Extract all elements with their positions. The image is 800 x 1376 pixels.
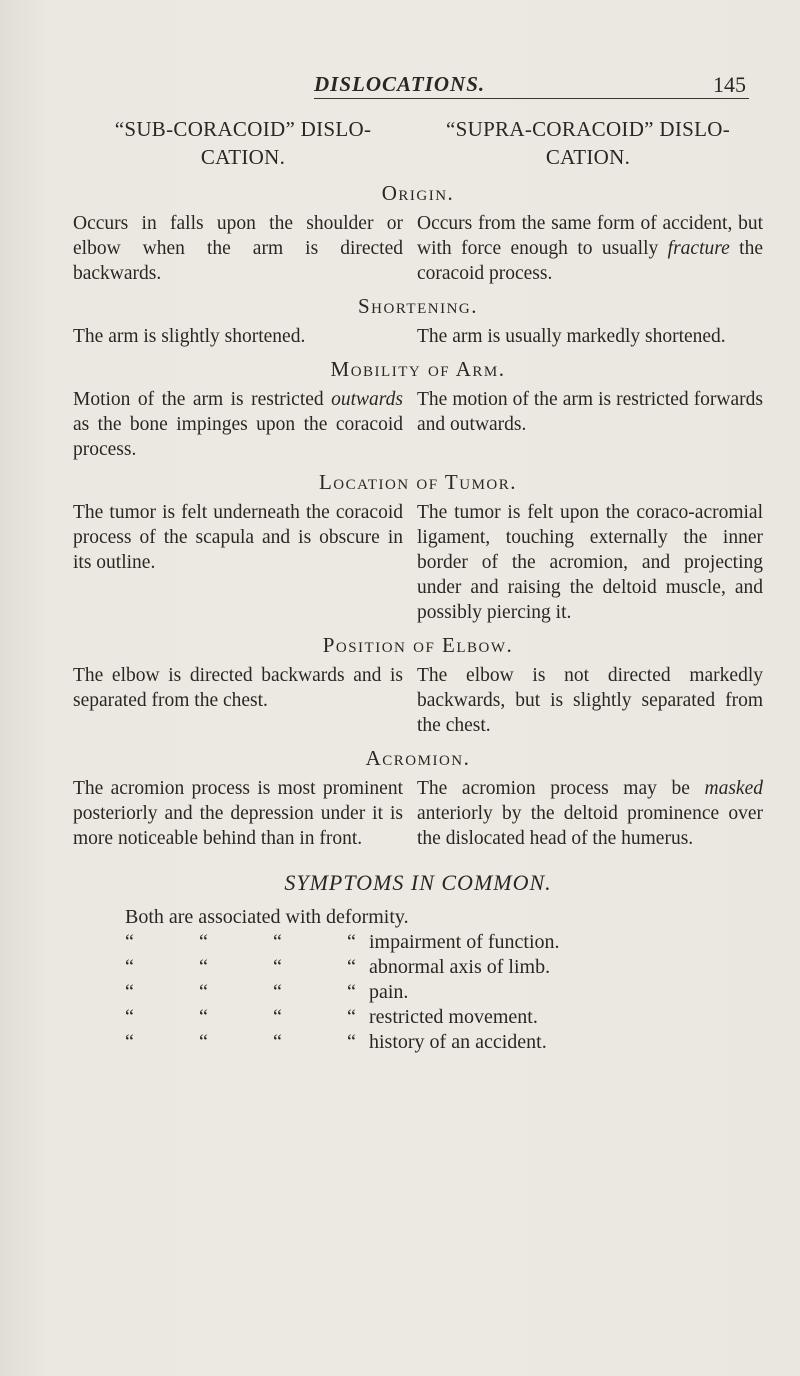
text-run: the coracoid process. — [417, 238, 763, 284]
symptoms-intro: Both are associated with deformity. — [125, 906, 409, 928]
right-text — [417, 776, 763, 851]
heading-line: CATION. — [545, 145, 631, 169]
symptom-row — [125, 955, 763, 980]
paragraph: The tumor is felt underneath the coracoid process of the scapula and is obscure in its outline. — [73, 502, 403, 573]
paragraph: Occurs in falls upon the shoulder or elbow when the arm is directed backwards. — [73, 213, 403, 284]
ditto-mark: “ — [347, 1006, 356, 1028]
left-text — [73, 211, 403, 286]
page-header — [0, 72, 800, 102]
ditto-mark: “ — [125, 1006, 134, 1028]
symptom-row — [125, 980, 763, 1005]
text-run: The acromion process may be — [417, 778, 705, 799]
section-title-acromion: Acromion. — [365, 746, 471, 770]
heading-line: CATION. — [200, 145, 286, 169]
symptom-rows — [125, 930, 763, 1055]
sub-coracoid-heading — [73, 115, 413, 171]
section-elbow — [73, 663, 763, 738]
supra-coracoid-heading — [413, 115, 763, 171]
symptom-row — [125, 1030, 763, 1055]
ditto-mark: “ — [347, 956, 356, 978]
paragraph: The motion of the arm is restricted forwards and outwards. — [417, 389, 763, 435]
comparison-table — [73, 115, 763, 1055]
symptoms-title: SYMPTOMS IN COMMON. — [284, 870, 552, 895]
ditto-mark: “ — [347, 1031, 356, 1053]
paragraph — [417, 211, 763, 286]
section-title-mobility: Mobility of Arm. — [330, 357, 506, 381]
symptom-item: restricted movement. — [369, 1006, 538, 1028]
section-location — [73, 500, 763, 625]
paragraph — [417, 776, 763, 851]
section-shortening — [73, 324, 763, 349]
ditto-marks — [125, 955, 347, 980]
ditto-mark: “ — [125, 956, 134, 978]
paragraph: The acromion process is most prominent posteriorly and the depression under it is more noticeable behind than in front. — [73, 778, 403, 849]
left-text — [73, 324, 403, 349]
ditto-mark: “ — [273, 1031, 282, 1053]
text-run: Occurs from the same form of accident, but with force enough to usually — [417, 213, 763, 259]
ditto-mark: “ — [273, 981, 282, 1003]
ditto-mark: “ — [125, 931, 134, 953]
paragraph: The elbow is directed backwards and is separated from the chest. — [73, 665, 403, 711]
ditto-mark: “ — [199, 956, 208, 978]
page-number: 145 — [713, 72, 746, 97]
left-text — [73, 500, 403, 625]
section-acromion — [73, 776, 763, 851]
left-text — [73, 387, 403, 462]
symptom-item: abnormal axis of limb. — [369, 956, 551, 978]
ditto-mark: “ — [125, 981, 134, 1003]
heading-line: “SUB-CORACOID” DISLO- — [114, 117, 372, 141]
ditto-mark: “ — [273, 931, 282, 953]
right-text — [417, 324, 763, 349]
section-title-elbow: Position of Elbow. — [322, 633, 514, 657]
ditto-marks — [125, 1005, 347, 1030]
section-origin — [73, 211, 763, 286]
section-title-origin: Origin. — [381, 181, 455, 205]
ditto-mark: “ — [199, 931, 208, 953]
section-mobility — [73, 387, 763, 462]
italic-text: fracture — [667, 238, 730, 259]
ditto-mark: “ — [347, 931, 356, 953]
ditto-mark: “ — [347, 981, 356, 1003]
ditto-mark: “ — [273, 1006, 282, 1028]
right-text — [417, 500, 763, 625]
column-headings — [73, 115, 763, 171]
italic-text: masked — [704, 778, 763, 799]
left-text — [73, 776, 403, 851]
ditto-mark: “ — [199, 1006, 208, 1028]
ditto-marks — [125, 930, 347, 955]
heading-line: “SUPRA-CORACOID” DISLO- — [446, 117, 730, 141]
paragraph: The arm is slightly shortened. — [73, 326, 306, 347]
section-title-location: Location of Tumor. — [318, 470, 518, 494]
ditto-mark: “ — [199, 1031, 208, 1053]
italic-text: outwards — [331, 389, 403, 410]
ditto-mark: “ — [273, 956, 282, 978]
running-head: DISLOCATIONS. — [314, 72, 486, 96]
paragraph — [73, 387, 403, 462]
paragraph: The tumor is felt upon the coraco-acromial ligament, touching externally the inner border of the acromion, and projecting under and raising the deltoid muscle, and possibly piercing it. — [417, 502, 763, 623]
paragraph: The elbow is not directed markedly backwards, but is slightly separated from the chest. — [417, 665, 763, 736]
symptom-row — [125, 930, 763, 955]
right-text — [417, 211, 763, 286]
ditto-mark: “ — [199, 981, 208, 1003]
ditto-marks — [125, 1030, 347, 1055]
text-run: as the bone impinges upon the coracoid process. — [73, 414, 403, 460]
symptom-item: history of an accident. — [369, 1031, 547, 1053]
symptom-row — [125, 1005, 763, 1030]
header-rule — [314, 98, 749, 99]
text-run: anteriorly by the deltoid prominence over the dislocated head of the humerus. — [417, 803, 763, 849]
right-text — [417, 387, 763, 462]
text-run: Motion of the arm is restricted — [73, 389, 332, 410]
paragraph: The arm is usually markedly shortened. — [417, 326, 726, 347]
right-text — [417, 663, 763, 738]
symptom-item: pain. — [369, 981, 409, 1003]
symptom-item: impairment of function. — [369, 931, 560, 953]
ditto-mark: “ — [125, 1031, 134, 1053]
left-text — [73, 663, 403, 738]
symptoms-list — [125, 905, 763, 1055]
ditto-marks — [125, 980, 347, 1005]
section-title-shortening: Shortening. — [357, 294, 479, 318]
